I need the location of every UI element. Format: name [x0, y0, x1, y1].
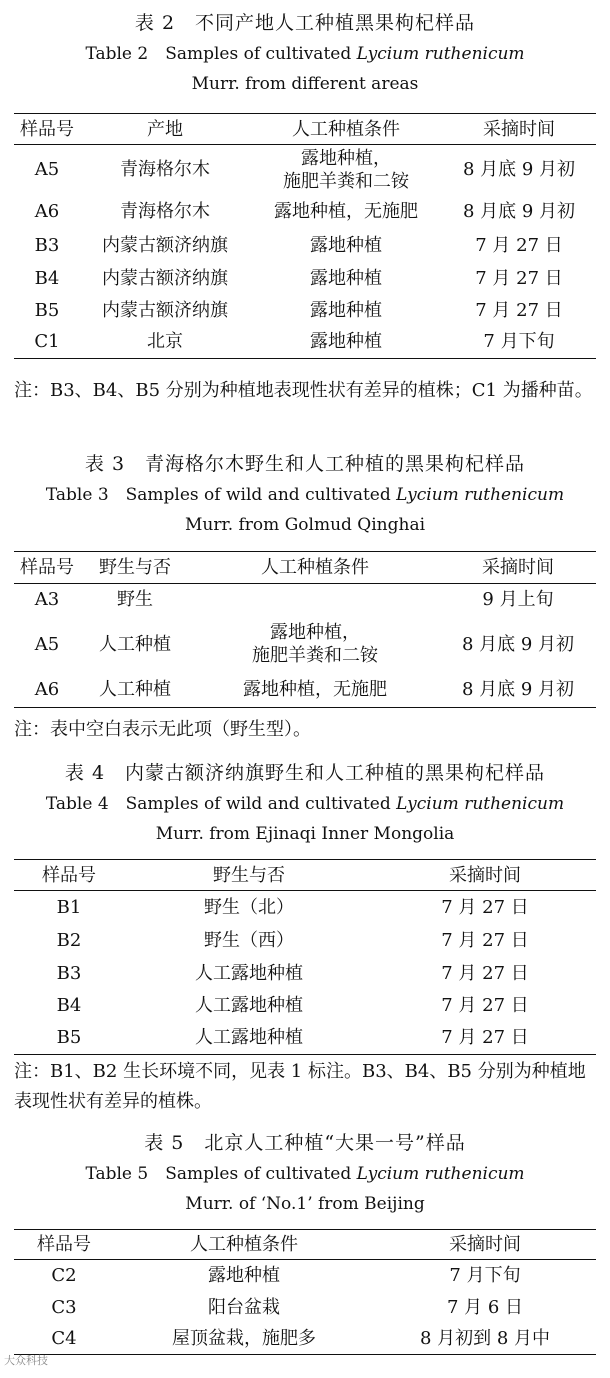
- table-cell: A5: [34, 159, 60, 181]
- table-cell: 露地种植，无施肥: [274, 201, 418, 222]
- table-cell: A6: [14, 673, 80, 708]
- table4-title-cn: 表 4 内蒙古额济纳旗野生和人工种植的黑果枸杞样品: [64, 762, 546, 784]
- table-cell: 人工种植: [80, 673, 190, 708]
- table-cell: A6: [34, 201, 60, 222]
- table-cell: C3: [51, 1297, 77, 1318]
- table-row: [14, 295, 596, 326]
- table-cell: 露地种植: [208, 1265, 280, 1287]
- table-cell: 7 月 27 日: [475, 299, 563, 321]
- table-cell: B4: [34, 267, 60, 289]
- table2-title-cn: 表 2 不同产地人工种植黑果枸杞样品: [134, 12, 476, 34]
- table-row: [14, 1324, 596, 1355]
- table5-title-en-line2: Murr. of ‘No.1’ from Beijing: [185, 1194, 425, 1214]
- table-row: [14, 584, 596, 616]
- table5-title-cn: 表 5 北京人工种植“大果一号”样品: [144, 1132, 466, 1154]
- table-cell: 7 月 27 日: [374, 1021, 596, 1055]
- watermark-text: 大众科技: [4, 1354, 48, 1367]
- table-cell: 7 月下旬: [442, 326, 596, 359]
- table-cell: B5: [14, 1021, 124, 1055]
- table-cell: B2: [56, 929, 82, 951]
- table3-title-cn: 表 3 青海格尔木野生和人工种植的黑果枸杞样品: [84, 453, 526, 475]
- column-header: 采摘时间: [374, 860, 596, 891]
- table4: [14, 859, 596, 1055]
- table-cell: 8 月底 9 月初: [462, 201, 576, 222]
- table-cell: A3: [34, 589, 60, 611]
- table-cell: 8 月底 9 月初: [462, 159, 576, 181]
- column-header: 人工种植条件: [190, 552, 440, 584]
- table-cell: 露地种植，无施肥: [190, 673, 440, 708]
- table-cell: 内蒙古额济纳旗: [102, 234, 228, 256]
- table-row: [14, 195, 596, 229]
- table-cell: 露地种植: [310, 299, 382, 321]
- table-row: [14, 1021, 596, 1055]
- table-cell: 野生（西）: [204, 929, 294, 951]
- table-cell: 露地种植: [310, 234, 382, 256]
- table-row: [14, 1292, 596, 1324]
- table-cell: 屋顶盆栽，施肥多: [114, 1324, 374, 1355]
- table-row: [14, 957, 596, 990]
- table-cell: 青海格尔木: [120, 201, 210, 222]
- table5-caption: [0, 1130, 610, 1216]
- column-header: 采摘时间: [440, 552, 596, 584]
- table-cell: 7 月 6 日: [446, 1297, 524, 1318]
- table-cell: B4: [56, 994, 82, 1016]
- table4-title-en-line2: Murr. from Ejinaqi Inner Mongolia: [155, 824, 455, 844]
- table2-title-en: Table 2 Samples of cultivated Lycium ruthenicum: [85, 44, 525, 64]
- table-cell: 7 月 27 日: [441, 994, 529, 1016]
- table2: [14, 113, 596, 359]
- table-cell: B1: [56, 896, 82, 918]
- table-cell: 人工露地种植: [195, 994, 303, 1016]
- column-header: 样品号: [14, 114, 80, 145]
- column-header: 样品号: [14, 552, 80, 584]
- table-cell: 露地种植: [250, 326, 442, 359]
- table-cell: C4: [14, 1324, 114, 1355]
- table-row: [14, 262, 596, 295]
- table-cell: 野生: [117, 589, 153, 611]
- table-cell: B3: [56, 962, 82, 984]
- table-cell: A5: [34, 633, 60, 655]
- table-cell: 7 月 27 日: [441, 896, 529, 918]
- table4-title-en: Table 4 Samples of wild and cultivated Lycium ruthenicum: [45, 794, 565, 814]
- table3-title-en-line2: Murr. from Golmud Qinghai: [184, 515, 426, 535]
- table-cell: B5: [34, 299, 60, 321]
- table-cell: 野生（北）: [204, 896, 294, 918]
- table5-title-en: Table 5 Samples of cultivated Lycium ruthenicum: [85, 1164, 525, 1184]
- table-row: [14, 891, 596, 924]
- table-row: [14, 673, 596, 708]
- table3-caption: [0, 451, 610, 537]
- table3-title-en: Table 3 Samples of wild and cultivated Lycium ruthenicum: [45, 485, 565, 505]
- table-row: [14, 1260, 596, 1292]
- column-header: 采摘时间: [374, 1230, 596, 1260]
- table-cell: [190, 584, 440, 616]
- table2-title-en-line2: Murr. from different areas: [191, 74, 419, 94]
- column-header: 产地: [80, 114, 250, 145]
- table-cell: 人工露地种植: [195, 962, 303, 984]
- table2-note: 注：B3、B4、B5 分别为种植地表现性状有差异的植株；C1 为播种苗。: [14, 380, 593, 401]
- table-row: [14, 145, 596, 195]
- table-header-row: [14, 114, 596, 145]
- table-cell: 8 月底 9 月初: [440, 673, 596, 708]
- table-cell: 9 月上旬: [482, 589, 554, 611]
- column-header: 样品号: [14, 1230, 114, 1260]
- table4-note: 注：B1、B2 生长环境不同，见表 1 标注。B3、B4、B5 分别为种植地表现性状有差异的植株。: [14, 1061, 586, 1112]
- column-header: 采摘时间: [442, 114, 596, 145]
- table-cell: 人工种植: [99, 633, 171, 655]
- table-header-row: [14, 552, 596, 584]
- table-header-row: [14, 1230, 596, 1260]
- column-header: 人工种植条件: [114, 1230, 374, 1260]
- table3: [14, 551, 596, 708]
- table-cell: 7 月下旬: [449, 1265, 521, 1287]
- table-header-row: [14, 860, 596, 891]
- table-cell: 北京: [80, 326, 250, 359]
- table-cell: 7 月 27 日: [441, 929, 529, 951]
- column-header: 人工种植条件: [250, 114, 442, 145]
- table-cell: B3: [34, 234, 60, 256]
- table-cell: 7 月 27 日: [475, 234, 563, 256]
- column-header: 野生与否: [80, 552, 190, 584]
- table-cell: 露地种植: [310, 267, 382, 289]
- table-row: [14, 924, 596, 957]
- table-cell: 7 月 27 日: [441, 962, 529, 984]
- table2-caption: [0, 10, 610, 96]
- table-cell: 人工露地种植: [124, 1021, 374, 1055]
- table-cell: 8 月初到 8 月中: [374, 1324, 596, 1355]
- table-row: [14, 326, 596, 359]
- table-cell: 露地种植， 施肥羊粪和二铵: [252, 622, 378, 666]
- table-cell: 7 月 27 日: [475, 267, 563, 289]
- table-cell: C2: [51, 1265, 77, 1287]
- table-cell: C1: [14, 326, 80, 359]
- table4-caption: [0, 760, 610, 846]
- table-row: [14, 990, 596, 1021]
- table5: [14, 1229, 596, 1355]
- table-cell: 青海格尔木: [120, 159, 210, 181]
- table-cell: 内蒙古额济纳旗: [102, 267, 228, 289]
- table3-note: 注：表中空白表示无此项（野生型）。: [14, 719, 311, 740]
- table-cell: 阳台盆栽: [208, 1297, 280, 1318]
- table-cell: 内蒙古额济纳旗: [102, 299, 228, 321]
- table-row: [14, 229, 596, 262]
- table-cell: 8 月底 9 月初: [461, 633, 575, 655]
- column-header: 野生与否: [124, 860, 374, 891]
- table-cell: 露地种植， 施肥羊粪和二铵: [283, 147, 409, 192]
- table-row: [14, 616, 596, 673]
- column-header: 样品号: [14, 860, 124, 891]
